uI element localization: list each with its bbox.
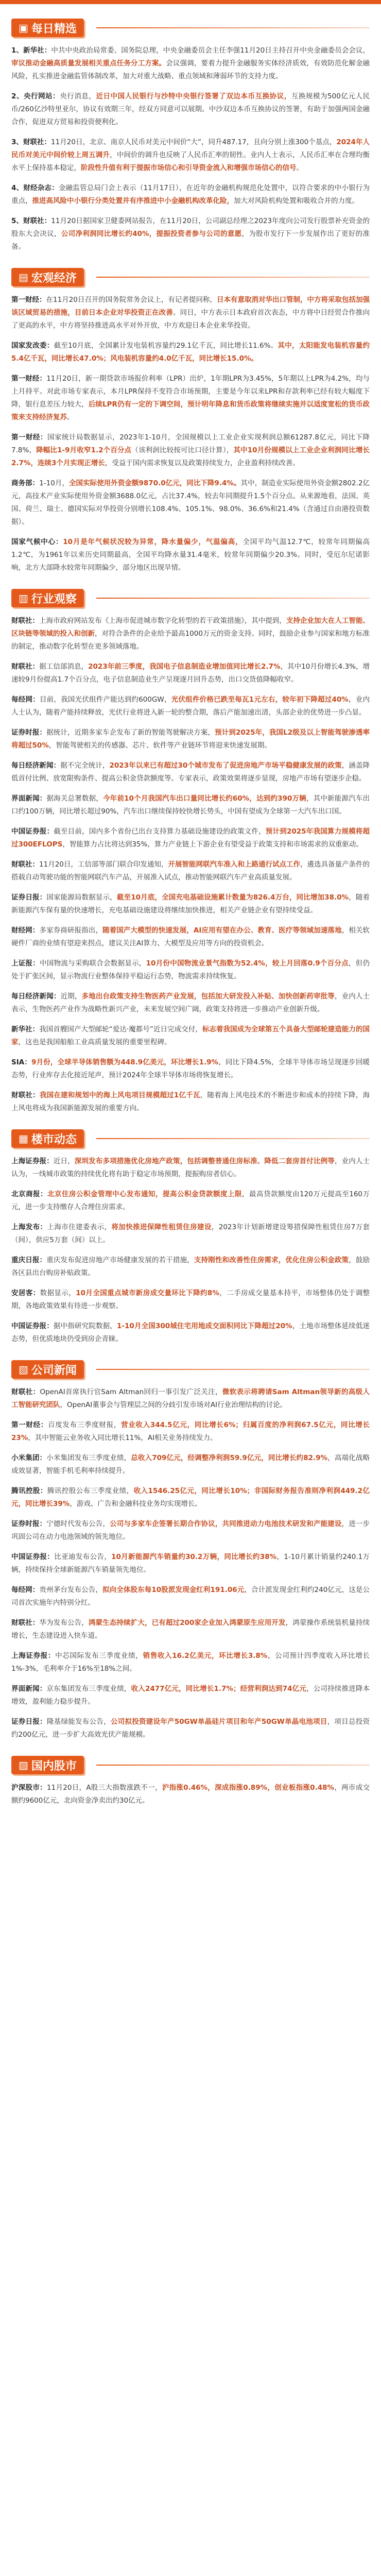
news-text: 贵州茅台发布公告， (39, 1586, 103, 1594)
news-text: ，土地市场整体延续低迷态势，但优质地块仍受到房企青睐。 (11, 1322, 370, 1343)
news-item (11, 1056, 370, 1082)
news-highlight: 收入1546.25亿元，同比增长10%；非国际财务报告准则净利润449.2亿元，同比增长39% (11, 1487, 370, 1508)
section-badge (11, 19, 84, 37)
news-text: 互换规模为500亿元人民币/260亿沙特里亚尔，协议有效期三年，经双方同意可以展期。中沙双边本币互换协议的签署，有助于加强两国金融合作，促进双方贸易和投资便利化。 (11, 92, 370, 126)
news-item (11, 825, 370, 851)
news-text: ，2023年计划新增建设筹措保障性租赁住房7万套（间），供应5万套（间）以上。 (11, 1223, 370, 1244)
section-icon: ▤ (19, 271, 28, 283)
news-item (11, 1617, 370, 1642)
news-highlight: 审议推动金融高质量发展相关重点任务分工方案。 (11, 59, 166, 67)
news-highlight: 收入2477亿元，同比增长1.7%；经营利润达到74亿元 (131, 1685, 307, 1693)
section (0, 11, 381, 253)
news-highlight: 10月全国重点城市新房成交量环比下降约8% (76, 1289, 219, 1297)
news-text: ，业内人士认为，随着产能持续释放，光伏行业将进入新一轮的整合期，落后产能加速出清，头部企业的优势进一步凸显。 (11, 696, 370, 717)
news-source: 每经网： (11, 1586, 40, 1594)
news-text: 11月20日，新一期贷款市场报价利率（LPR）出炉，1年期LPR为3.45%，5年期以上LPR为4.2%，均与上月持平。对此市场专家表示，本月LPR保持不变符合市场预期，主要是今年以来LPR和存款利率已经有较大幅度下降，银行息差压力较大， (11, 375, 370, 409)
news-text: ，同比下降4.5%，全球半导体市场呈现逐步回暖态势，行业库存去化接近尾声，预计2024年全球半导体市场将恢复增长。 (11, 1058, 370, 1079)
news-text: ，高端化战略成效显著，智能手机毛利率持续提升。 (11, 1454, 370, 1475)
news-highlight: 拟向全体股东每10股派发现金红利191.06元 (102, 1586, 245, 1594)
news-source: 财经网： (11, 926, 40, 935)
news-highlight: 随着国产大模型的快速发展，AI应用有望在办公、教育、医疗等领域加速落地 (102, 926, 342, 935)
news-source: 第一财经： (11, 1421, 48, 1429)
news-text: 全国平均气温12.7℃，较常年同期偏高1.2℃，为1961年以来历史同期最高，全国平均降水量31.4毫米，较常年同期偏少20.3%。同时，受厄尔尼诺影响，北方大部降水较常年同期偏少，部分地区出现旱情。 (11, 538, 370, 572)
news-text: 据统计，近期多家车企发布了新的智能驾驶解决方案， (46, 728, 215, 737)
news-item (11, 182, 370, 208)
news-text: 数据显示， (40, 1289, 76, 1297)
news-source: 第一财经： (11, 296, 46, 304)
news-text: 国家能源局数据显示， (46, 893, 117, 902)
news-item (11, 990, 370, 1016)
news-text: ，其中新能源汽车出口约100万辆，同比增长超过90%，汽车出口继续保持较快增长势头，中国有望成为全球第一大汽车出口国。 (11, 794, 370, 816)
news-text: ，为股市发行下一步发展作出了更好的准备。 (11, 230, 370, 251)
top-accent-bar (0, 0, 381, 4)
news-highlight: 后续LPR仍有一定的下调空间，预计明年降息和货币政策将继续实施并以适度宽松的货币政策来支持经济复苏 (11, 400, 370, 421)
news-text: ，相关软硬件厂商的业绩有望迎来拐点，建议关注AI算力、大模型及应用等方向的投资机会。 (11, 926, 370, 947)
news-item (11, 957, 370, 983)
news-text: 我国首艘国产大型邮轮“爱达·魔都号”近日完成交付， (39, 1025, 202, 1033)
news-source: 财联社： (11, 1388, 40, 1396)
news-item (11, 1188, 370, 1214)
news-item (11, 1551, 370, 1577)
news-text: OpenAI首席执行官Sam Altman回归一事引发广泛关注， (40, 1388, 222, 1396)
news-highlight: 支持刚性和改善性住房需求，优化住房公积金政策 (194, 1256, 349, 1264)
news-source: 沪深股市： (11, 1784, 47, 1792)
news-highlight: 9月份，全球半导体销售额为448.9亿美元，环比增长1.9% (31, 1058, 219, 1066)
news-text: ，业内人士认为，一线城市政策的持续优化将有助于稳定市场预期，提振购房者信心。 (11, 1157, 370, 1178)
news-text: 上海市住建委表示， (47, 1223, 112, 1231)
news-item (11, 1716, 370, 1741)
news-highlight: 营业收入344.5亿元，同比增长6%；归属百度的净利润67.5亿元，同比增长23% (11, 1421, 370, 1442)
news-highlight: 公司拟投资建设年产50GW单晶硅片项目和年产50GW单晶电池项目 (110, 1718, 327, 1726)
news-source: 中国证券报： (11, 1553, 55, 1561)
section-rule (96, 598, 370, 599)
news-text: 小米集团发布三季度业绩， (46, 1454, 131, 1462)
section-title: 楼市动态 (31, 1133, 77, 1146)
news-item (11, 372, 370, 424)
news-text: 上海市政府网站发布《上海市促进城市数字化转型的若干政策措施》，其中提到， (39, 617, 286, 625)
section-title: 行业观察 (31, 592, 77, 606)
news-item (11, 1485, 370, 1511)
news-text: 截至10月底，全国累计发电装机容量约29.1亿千瓦，同比增长11.6%。 (54, 342, 278, 350)
news-text: 据海关总署数据， (46, 794, 103, 803)
section-icon: ▨ (19, 1759, 28, 1771)
news-source: 北京商报： (11, 1190, 47, 1198)
news-source: 财联社： (11, 1619, 40, 1627)
news-text: 据中指研究院数据， (54, 1322, 117, 1330)
news-highlight: 截至10月底，全国充电基础设施累计数量为826.4万台，同比增加38.0% (116, 893, 349, 902)
news-text: ，业内人士表示，生物医药产业作为战略性新兴产业，未来发展空间广阔，政策支持将进一步推动产业创新升级。 (11, 992, 370, 1013)
news-highlight: 微软表示将聘请Sam Altman领导新的高级人工智能研究团队 (11, 1388, 370, 1409)
section-header (11, 1122, 370, 1155)
news-source: 上海证券报： (11, 1652, 56, 1660)
section-title: 宏观经济 (31, 272, 77, 285)
news-text: ，最高贷款额度由120万元提高至160万元，进一步支持缴存人合理住房需求。 (11, 1190, 370, 1211)
news-source: 3、财联社： (11, 138, 51, 146)
news-highlight: 阶段性升值有利于提振市场信心和引导资金流入和增强市场信心的信号 (81, 164, 297, 172)
news-text: ，1-10月累计销量约240.1万辆，持续保持全球新能源汽车销量领先地位。 (11, 1553, 370, 1574)
news-text: ，其中智能云业务收入同比增长11%，AI相关业务持续发力。 (28, 1434, 217, 1442)
news-highlight: 近日中国人民银行与沙特中央银行签署了双边本币互换协议， (96, 92, 291, 100)
news-highlight: 推进高风险中小银行分类处置并有序推进中小金融机构改革化险， (32, 197, 234, 205)
news-text: 宁德时代发布公告， (46, 1520, 110, 1528)
news-source: 证券日报： (11, 1718, 47, 1726)
news-source: SIA： (11, 1058, 32, 1066)
section-badge (11, 1756, 84, 1774)
news-text: 据不完全统计， (60, 761, 110, 770)
news-item (11, 1287, 370, 1313)
news-item (11, 726, 370, 752)
news-source: 每经网： (11, 696, 40, 704)
news-highlight: 10月份中国物流业景气指数为52.4%，较上月回落0.9个百分点 (146, 959, 349, 968)
news-text: 目前，我国光伏组件产能达到约600GW， (39, 696, 171, 704)
news-text: 金融监管总局门会上表示（11月17日），在近年的金融机构规范化处置中，以符合要求的中小银行为重点， (11, 184, 370, 205)
news-text: ，两市成交额约9600亿元，北向资金净卖出约30亿元。 (11, 1784, 370, 1805)
news-source: 第一财经： (11, 375, 47, 383)
section-header (11, 1749, 370, 1782)
news-highlight: 预计到2025年，我国L2级及以上智能驾驶渗透率将超过50% (11, 728, 370, 750)
section-header (11, 582, 370, 615)
news-text: ，鼓励各区县出台购房补贴政策。 (11, 1256, 370, 1277)
news-item (11, 431, 370, 470)
news-highlight: 公司净利润同比增长约40%，提振投资者参与公司的意愿 (61, 230, 242, 238)
section-header (11, 1353, 370, 1386)
news-source: 财联社： (11, 617, 40, 625)
news-source: 上海发布： (11, 1223, 47, 1231)
news-text: ，中间价的调升也反映了人民币汇率的韧性。业内人士表示，人民币汇率在合理均衡水平上保持基本稳定， (11, 151, 370, 172)
news-highlight: 支持企业加大在人工智能、区块链等领域的投入和创新 (11, 617, 370, 638)
news-source: 4、财经杂志： (11, 184, 59, 192)
news-item (11, 1089, 370, 1115)
news-text: 。同日，中方表示日本政府首次表态，中方将中日经贸合作推向了更高的水平，中方将坚持推进高水平对外开放，中方欢迎日本企业来华投资。 (11, 309, 370, 330)
section (0, 1122, 381, 1346)
news-item (11, 1584, 370, 1609)
news-source: 上证报： (11, 959, 40, 968)
section-title: 国内股市 (31, 1759, 77, 1773)
news-highlight: 北京住房公积金管理中心发布通知，提高公积金贷款额度上限 (47, 1190, 242, 1198)
news-item (11, 1320, 370, 1346)
news-highlight: 2023年以来已有超过30个城市发布了促进房地产市场平稳健康发展的政策 (109, 761, 342, 770)
news-highlight: 开展智能网联汽车准入和上路通行试点工作 (168, 860, 300, 869)
news-item (11, 136, 370, 175)
section-rule (96, 1369, 370, 1370)
news-highlight: 将加快推进保障性租赁住房建设 (111, 1223, 212, 1231)
news-text: 华为发布公告， (39, 1619, 89, 1627)
news-source: 界面新闻： (11, 794, 47, 803)
section-header (11, 261, 370, 294)
news-text: ，智能驾驶相关的传感器、芯片、软件等产业链环节将迎来快速发展期。 (48, 741, 271, 750)
section-rule (96, 27, 370, 28)
news-item (11, 1650, 370, 1675)
section-icon: ▥ (19, 592, 28, 604)
news-text: ，合计派发现金红利约240亿元，这是公司首次实施年内特别分红。 (11, 1586, 370, 1607)
news-text: ，这也是我国船舶工业高质量发展的重要里程碑。 (18, 1038, 171, 1046)
news-source: 5、财联社： (11, 217, 51, 225)
news-highlight: 全国实际使用外资金额9870.0亿元，同比下降9.4%。 (69, 479, 241, 487)
news-highlight: 其中，太阳能发电装机容量约5.4亿千瓦，同比增长47.0%；风电装机容量约4.0亿千瓦，同比增长15.0%。 (11, 342, 370, 363)
news-item (11, 44, 370, 83)
news-highlight: 总收入709亿元，经调整净利润59.9亿元，同比增长约82.9% (131, 1454, 328, 1462)
news-text: 据工信部消息， (39, 663, 89, 671)
news-highlight: 光伏组件价格已跌至每瓦1元左右，较年初下降超过40% (171, 696, 349, 704)
news-item (11, 1782, 370, 1807)
news-text: ，公司预计四季度收入环比增长1%-3%，毛利率介于16%至18%之间。 (11, 1652, 370, 1673)
news-source: 中国证券报： (11, 1322, 54, 1330)
news-highlight: 今年前10个月我国汽车出口量同比增长约60%，达到约390万辆 (103, 794, 306, 803)
news-text: 中共中央政治局常委、国务院总理，中央金融委员会主任李强11月20日主持召开中央金融委员会会议， (51, 46, 370, 55)
news-text: 。 (67, 413, 74, 421)
news-source: 财联社： (11, 663, 40, 671)
news-item (11, 615, 370, 653)
news-highlight: 鸿蒙生态持续扩大，已有超过200家企业加入鸿蒙原生应用开发 (88, 1619, 286, 1627)
news-text: ，涵盖降低首付比例、放宽限购条件、提高公积金贷款额度等。专家表示，政策效果将逐步显现，房地产市场有望逐步企稳。 (11, 761, 370, 783)
news-item (11, 340, 370, 365)
news-highlight: 标志着我国成为全球第五个具备大型邮轮建造能力的国家 (11, 1025, 370, 1046)
news-item (11, 1386, 370, 1412)
news-highlight: 我国在建和规划中的海上风电项目规模超过1亿千瓦 (39, 1091, 200, 1099)
news-highlight: 多地出台政策支持生物医药产业发展，包括加大研发投入补贴、加快创新药审批等 (81, 992, 335, 1001)
news-text: 国家统计局数据显示，2023年1-10月，全国规模以上工业企业实现利润总额61287.8亿元，同比下降7.8%， (11, 433, 370, 454)
news-text: ，遴选具备量产条件的搭载自动驾驶功能的智能网联汽车产品，开展准入试点，推动智能网联汽车产业高质量发展。 (11, 860, 370, 882)
news-source: 每日经济新闻： (11, 761, 61, 770)
news-source: 中国证券报： (11, 827, 54, 836)
news-text: 在11月20日召开的国务院常务会议上，有记者提问称， (46, 296, 217, 304)
news-item (11, 660, 370, 686)
news-source: 腾讯控股： (11, 1487, 47, 1495)
news-item (11, 1683, 370, 1708)
section-badge (11, 1129, 84, 1148)
news-highlight: 公司与多家车企签署长期合作协议，共同推进动力电池技术研发和产能建设 (110, 1520, 342, 1528)
news-highlight: 10月是年气候状况较为异常，降水量偏少，气温偏高， (63, 538, 243, 546)
section-badge (11, 589, 84, 607)
news-text: 会议强调，要着力提升金融服务实体经济质效，有效防范化解金融风险，扎实推进金融监管体制改革，加大对重大战略、重点领域和薄弱环节的支持力度。 (11, 59, 370, 80)
section-rule (96, 1138, 370, 1139)
news-text: 中芯国际发布三季度业绩， (55, 1652, 143, 1660)
news-highlight: 销售收入16.2亿美元，环比增长3.8% (143, 1652, 268, 1660)
news-highlight: 深圳发布多项措施优化房地产政策，包括调整普通住房标准、降低二套房首付比例等 (74, 1157, 335, 1165)
news-highlight: 2023年前三季度，我国电子信息制造业增加值同比增长2.7% (88, 663, 281, 671)
news-item (11, 891, 370, 917)
news-source: 小米集团： (11, 1454, 47, 1462)
news-text: 11月20日，北京、南京人民币对美元中间价“大”，同升487.17，且向分别上涨300个基点， (51, 138, 337, 146)
content-root (0, 11, 381, 1807)
news-source: 上海证券报： (11, 1157, 54, 1165)
news-source: 第一财经： (11, 433, 48, 442)
section-icon: ▦ (19, 1132, 28, 1145)
news-text: ，公司持续推进降本增效，盈利能力稳步提升。 (11, 1685, 370, 1706)
news-text: ，智能算力占比将达到35%，算力产业链上下游企业有望受益于政策支持和市场需求的双重驱动。 (62, 840, 363, 849)
news-item (11, 1452, 370, 1478)
news-text: 腾讯控股公布三季度业绩， (47, 1487, 134, 1495)
news-text: 其中，制造业实际使用外资金额2802.2亿元，高技术产业实际使用外资金额3688.0亿元，占比37.4%，较去年同期提升1.5个百分点。从来源地看，法国、英国、荷兰、瑞士、德国实际对华投资分别增长108.4%、105.1%、98.0%、36.6%和21.4%（含通过自由港投资数据）。 (11, 479, 370, 526)
section (0, 1353, 381, 1741)
news-item (11, 1518, 370, 1544)
news-source: 证券时报： (11, 728, 47, 737)
section (0, 1749, 381, 1807)
news-item (11, 294, 370, 332)
news-text: 隆基绿能发布公告， (46, 1718, 111, 1726)
section-icon: ▣ (19, 22, 28, 34)
news-source: 证券日报： (11, 893, 47, 902)
news-source: 每日经济新闻： (11, 992, 61, 1001)
section-rule (96, 277, 370, 278)
news-text: 截至目前，国内多个省份已出台支持算力基础设施建设的政策文件， (54, 827, 266, 836)
news-text: ，二手房成交量基本持平，市场整体仍处于调整期，各地政策效果有待进一步观察。 (11, 1289, 370, 1310)
news-text: 。 (296, 164, 303, 172)
news-text: ，鸿蒙操作系统装机量持续增长，生态建设进入快车道。 (11, 1619, 370, 1640)
news-highlight: 日本有意取消对华出口管制，中方将采取包括加强该区域贸易的措施，目前日本企业对华投资正在改善 (11, 296, 370, 317)
news-source: 国家发改委： (11, 342, 54, 350)
news-text: ，对符合条件的企业给予最高1000万元的资金支持。同时，鼓励企业参与国家和地方标准的制定，推动数字化转型在更多领域落地。 (11, 630, 370, 651)
news-source: 新华社： (11, 1025, 40, 1033)
section-title: 公司新闻 (31, 1364, 77, 1377)
news-text: ，受益于国内需求恢复以及政策持续发力，企业盈利持续改善。 (105, 459, 300, 467)
news-text: ，随着海上风电技术的不断进步和成本的持续下降，海上风电将成为我国新能源发展的重要方向。 (11, 1091, 370, 1112)
news-source: 1、新华社： (11, 46, 51, 55)
news-item (11, 1254, 370, 1280)
news-highlight: 10月新能源汽车销量约30.2万辆，同比增长约38% (111, 1553, 277, 1561)
news-source: 界面新闻： (11, 1685, 47, 1693)
news-text: （该利润比较按可比口径计算）， (131, 446, 234, 454)
news-source: 安居客： (11, 1289, 40, 1297)
news-text: 近期， (60, 992, 82, 1001)
news-item (11, 792, 370, 818)
news-text: 京东集团发布三季度业绩， (46, 1685, 131, 1693)
news-text: 加大对风险机构处置和吸收合并的力度。 (234, 197, 359, 205)
news-source: 2、央行网站： (11, 92, 60, 100)
news-item (11, 90, 370, 129)
news-text: ，进一步巩固公司在动力电池领域的领先地位。 (11, 1520, 370, 1541)
news-text: ，OpenAI董事会与管理层之间的分歧引发市场对AI行业治理结构的讨论。 (60, 1401, 287, 1409)
news-highlight: 降幅比1-9月收窄1.2个百分点 (36, 446, 132, 454)
news-highlight: 其中10月份规模以上工业企业利润同比增长2.7%，连续3个月实现正增长 (11, 446, 370, 467)
section (0, 582, 381, 1115)
news-item (11, 924, 370, 950)
news-item (11, 858, 370, 884)
news-text: 1-10月， (39, 479, 69, 487)
news-text: ，项目总投资约200亿元，进一步扩大高效光伏产能规模。 (11, 1718, 370, 1739)
news-source: 证券时报： (11, 1520, 47, 1528)
news-highlight: 沪指涨0.46%，深成指涨0.89%，创业板指涨0.48% (162, 1784, 335, 1792)
news-text: 重庆发布促进房地产市场健康发展的若干措施， (46, 1256, 194, 1264)
section-header (11, 11, 370, 44)
news-item (11, 693, 370, 719)
news-item (11, 1155, 370, 1181)
news-text: 11月20日，A股三大指数涨跌不一， (46, 1784, 162, 1792)
news-text: ，游戏、广告和金融科技业务均实现增长。 (70, 1500, 202, 1508)
news-text: ，随着新能源汽车保有量的快速增长，充电基础设施建设将继续加快推进，相关产业链企业有望持续受益。 (11, 893, 370, 914)
news-text: 央行消息， (60, 92, 96, 100)
news-highlight: 预计到2025年我国算力规模将超过300EFLOPS (11, 827, 370, 849)
news-item (11, 1221, 370, 1247)
news-text: 中国物流与采购联合会数据显示， (40, 959, 146, 968)
section-badge (11, 268, 84, 286)
news-text: ，但仍处于扩张区间，显示物流行业整体保持平稳运行态势，物流需求持续恢复。 (11, 959, 370, 980)
news-source: 财联社： (11, 860, 40, 869)
section-rule (96, 1765, 370, 1766)
section-title: 每日精选 (31, 22, 77, 36)
news-text: 近日， (53, 1157, 75, 1165)
news-highlight: 2024年人民币对美元中间价较上周五调升 (11, 138, 370, 159)
news-source: 重庆日报： (11, 1256, 47, 1264)
news-item (11, 1419, 370, 1445)
section-badge (11, 1360, 84, 1379)
news-text: 多家券商研报指出， (39, 926, 102, 935)
news-item (11, 759, 370, 785)
news-text: ，其中10月份增长4.3%，增速较9月份提高1.7个百分点，电子信息制造业生产呈现逐月回升态势，出口交货值降幅收窄。 (11, 663, 370, 684)
news-source: 商务部： (11, 479, 40, 487)
news-text: 比亚迪发布公告， (54, 1553, 112, 1561)
section (0, 261, 381, 574)
news-item (11, 536, 370, 574)
news-source: 国家气候中心： (11, 538, 63, 546)
news-text: 11月20日，工信部等部门联合印发通知， (39, 860, 168, 869)
news-text: 11月20日据国家卫健委网站报告，在11月20日，公司副总经理之2023年度向公司发行股票补充资金的股东大会决议， (11, 217, 370, 238)
news-item (11, 1023, 370, 1049)
news-item (11, 215, 370, 253)
news-highlight: 1-10月全国300城住宅用地成交面积同比下降超过20% (117, 1322, 292, 1330)
news-item (11, 477, 370, 529)
section-icon: ▧ (19, 1363, 28, 1376)
news-text: 百度发布三季度财报， (48, 1421, 121, 1429)
news-source: 财联社： (11, 1091, 40, 1099)
